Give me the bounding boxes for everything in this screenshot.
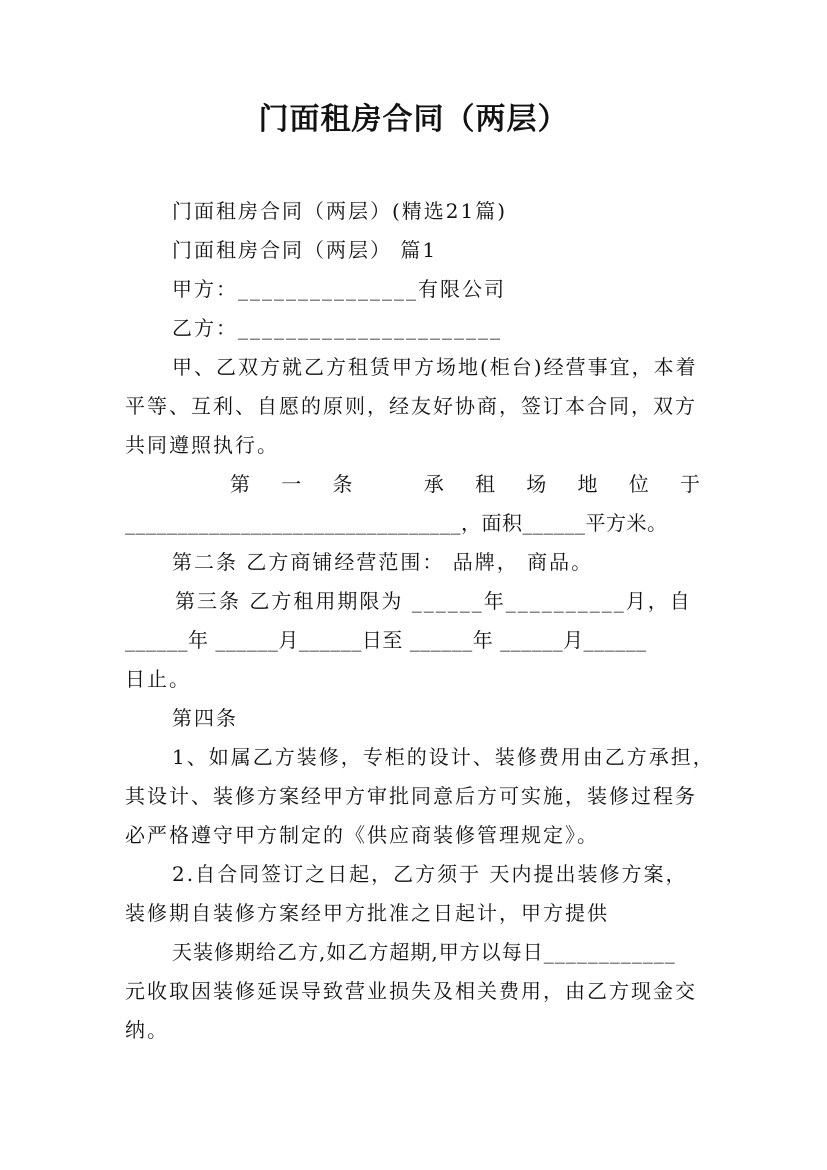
paragraph-line: 其设计、装修方案经甲方审批同意后方可实施，装修过程务 [125,784,697,808]
article-1-word: 场 [526,472,547,496]
paragraph-line: 天装修期给乙方,如乙方超期,甲方以每日____________ [172,940,676,964]
chapter-heading: 门面租房合同（两层） 篇1 [172,238,438,262]
article-4-heading: 第四条 [172,706,238,730]
party-b-line: 乙方：______________________ [172,316,502,340]
paragraph-line: 元收取因装修延误导致营业损失及相关费用，由乙方现金交 [125,979,697,1003]
subtitle-line: 门面租房合同（两层）(精选21篇) [172,199,508,223]
paragraph-line: 甲、乙双方就乙方租赁甲方场地(柜台)经营事宜，本着 [172,355,698,379]
article-1-word: 第 [230,472,250,496]
document-title: 门面租房合同（两层） [258,102,569,137]
paragraph-line: 平等、互利、自愿的原则，经友好协商，签订本合同，双方 [125,394,697,418]
paragraph-line: 必严格遵守甲方制定的《供应商装修管理规定》。 [125,823,599,847]
article-2-line: 第二条 乙方商铺经营范围： 品牌， 商品。 [172,550,594,574]
article-3-line: 第三条 乙方租用期限为 ______年__________月，自 [175,589,692,613]
article-1-word: 于 [680,472,700,496]
paragraph-line: 2.自合同签订之日起，乙方须于 天内提出装修方案， [172,862,688,886]
paragraph-line: 装修期自装修方案经甲方批准之日起计，甲方提供 [125,901,609,925]
party-a-line: 甲方：_______________有限公司 [172,277,506,301]
article-1-word: 租 [475,472,495,496]
article-1-word: 位 [628,472,649,496]
paragraph-line: 1、如属乙方装修，专柜的设计、装修费用由乙方承担， [172,745,715,769]
paragraph-line: 共同遵照执行。 [125,433,279,457]
article-1-word: 地 [577,472,598,496]
article-3-dates-line: ______年 ______月______日至 ______年 ______月______ [125,628,647,652]
article-1-word: 一 [281,472,302,496]
article-1-word: 条 [332,472,353,496]
article-1-location-line: ________________________________，面积______平方米。 [125,511,668,535]
paragraph-line: 纳。 [125,1018,169,1042]
article-1-heading [230,469,700,499]
article-3-end-line: 日止。 [125,667,191,691]
article-1-word: 承 [423,472,444,496]
